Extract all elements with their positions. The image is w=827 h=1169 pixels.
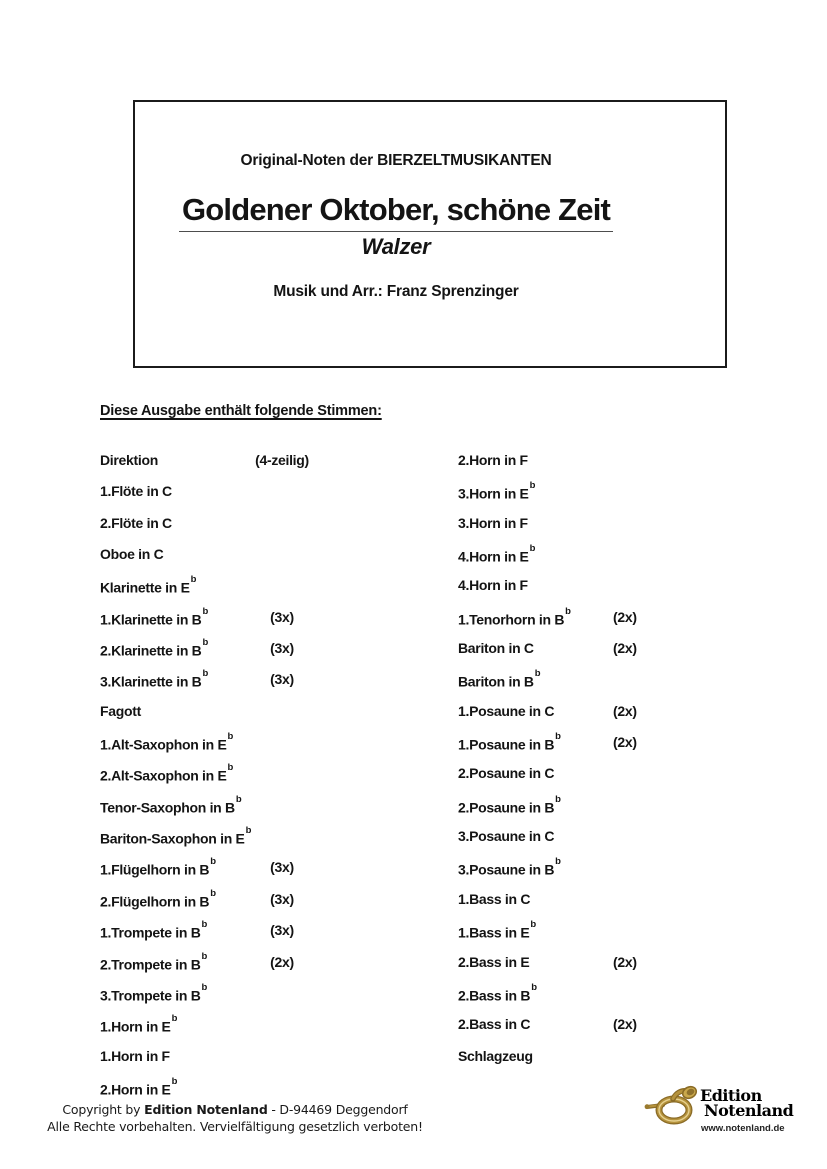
part-copy-count: (3x)	[270, 859, 294, 876]
part-row	[100, 483, 430, 514]
part-row	[100, 856, 430, 890]
publisher-name: Edition Notenland	[144, 1102, 268, 1117]
flat-superscript: b	[227, 762, 234, 774]
part-row	[458, 981, 788, 1016]
part-copy-count: (2x)	[613, 953, 637, 970]
part-name: 3.Posaune in $B^b$	[458, 856, 561, 879]
part-name: 1.Posaune in C	[458, 702, 555, 719]
part-row	[458, 1016, 788, 1047]
part-row	[458, 480, 788, 514]
flat-superscript: b	[529, 480, 536, 492]
part-row	[100, 793, 430, 828]
part-name: 1.Bass in $E^b$	[458, 919, 536, 941]
part-row	[100, 515, 430, 546]
part-copy-count: (2x)	[613, 734, 637, 751]
flat-superscript: b	[235, 793, 242, 805]
copyright-block	[25, 1102, 445, 1135]
part-name: Direktion	[100, 452, 158, 468]
part-name: 2.Flöte in C	[100, 514, 172, 531]
part-name: 1.Klarinette in $B^b$	[100, 605, 208, 628]
flat-superscript: b	[530, 919, 536, 931]
part-row	[100, 950, 430, 985]
part-row	[458, 856, 788, 890]
part-name: Schlagzeug	[458, 1047, 533, 1064]
part-copy-count: (3x)	[270, 671, 294, 688]
composer-credit: Musik und Arr.: Franz Sprenzinger	[273, 283, 519, 300]
part-row	[458, 919, 788, 953]
part-row	[100, 981, 430, 1016]
horn-icon	[643, 1085, 699, 1127]
part-row	[458, 668, 788, 702]
title-box-content	[135, 102, 725, 301]
part-name: 1.Bass in C	[458, 890, 531, 907]
part-name: 3.Horn in F	[458, 514, 528, 531]
flat-superscript: b	[555, 731, 561, 743]
flat-superscript: b	[555, 793, 561, 805]
part-row	[458, 577, 788, 608]
part-row	[100, 452, 430, 483]
part-name: Bariton in $B^b$	[458, 668, 541, 691]
flat-superscript: b	[210, 887, 216, 899]
flat-superscript: b	[201, 950, 208, 962]
part-copy-count: (3x)	[270, 640, 294, 657]
flat-superscript: b	[202, 637, 208, 649]
part-row	[458, 543, 788, 577]
part-row	[458, 891, 788, 922]
part-row	[100, 574, 430, 608]
part-copy-count: (2x)	[270, 953, 294, 970]
flat-superscript: b	[227, 731, 234, 743]
part-row	[458, 1048, 788, 1079]
flat-superscript: b	[171, 1013, 178, 1025]
title-box	[133, 100, 727, 368]
part-row	[100, 605, 430, 640]
part-name: 2.Bass in E	[458, 953, 530, 970]
logo-name-line2: Notenland	[704, 1101, 794, 1120]
flat-superscript: b	[565, 605, 571, 617]
part-name: 2.Horn in F	[458, 452, 528, 468]
part-copy-count: (3x)	[270, 922, 294, 939]
parts-column-right	[458, 452, 788, 1079]
logo-name-line1: Edition	[700, 1086, 762, 1105]
title-wrap	[135, 170, 657, 232]
part-name: 1.Horn in F	[100, 1047, 170, 1064]
part-row	[458, 515, 788, 546]
part-name: 2.Bass in $B^b$	[458, 981, 537, 1004]
part-name: Bariton-Saxophon in $E^b$	[100, 825, 252, 847]
part-row	[100, 1013, 430, 1047]
part-row	[100, 668, 430, 702]
part-name: 1.Trompete in $B^b$	[100, 919, 208, 941]
part-name: 3.Horn in $E^b$	[458, 480, 536, 502]
part-name: 3.Trompete in $B^b$	[100, 981, 208, 1004]
part-name: 1.Posaune in $B^b$	[458, 731, 561, 753]
flat-superscript: b	[529, 543, 536, 555]
part-row	[458, 793, 788, 828]
part-row	[100, 825, 430, 859]
part-name: Tenor-Saxophon in $B^b$	[100, 793, 242, 816]
part-name: 2.Klarinette in $B^b$	[100, 637, 208, 659]
flat-superscript: b	[171, 1075, 178, 1087]
part-row	[100, 887, 430, 922]
series-line: Original-Noten der BIERZELTMUSIKANTEN	[240, 152, 552, 169]
flat-superscript: b	[210, 856, 216, 868]
part-name: 2.Posaune in $B^b$	[458, 793, 561, 816]
copyright-line	[25, 1102, 445, 1119]
part-row	[100, 703, 430, 734]
rights-line: Alle Rechte vorbehalten. Vervielfältigung gesetzlich verboten!	[47, 1118, 423, 1134]
flat-superscript: b	[534, 668, 541, 680]
part-name: 4.Horn in F	[458, 577, 528, 594]
part-name: 1.Flöte in C	[100, 483, 172, 500]
part-row	[100, 637, 430, 671]
logo-website: www.notenland.de	[701, 1123, 785, 1134]
part-name: 1.Tenorhorn in $B^b$	[458, 605, 571, 628]
part-row	[458, 703, 788, 734]
part-name: 2.Horn in $E^b$	[100, 1075, 178, 1098]
part-name: 1.Horn in $E^b$	[100, 1013, 178, 1035]
part-row	[458, 731, 788, 765]
flat-superscript: b	[531, 981, 537, 993]
part-name: Oboe in C	[100, 546, 164, 563]
part-name: 2.Flügelhorn in $B^b$	[100, 887, 216, 910]
part-copy-count: (2x)	[613, 640, 637, 657]
flat-superscript: b	[245, 825, 252, 837]
part-row	[458, 954, 788, 985]
part-name: 3.Posaune in C	[458, 828, 555, 845]
flat-superscript: b	[202, 668, 208, 680]
part-row	[100, 731, 430, 765]
parts-column-left	[100, 452, 430, 1110]
part-name: Bariton in C	[458, 640, 534, 657]
copyright-suffix: - D-94469 Deggendorf	[267, 1102, 408, 1117]
part-row	[458, 828, 788, 859]
part-copy-count: (4-zeilig)	[255, 452, 309, 468]
page-title: Goldener Oktober, schöne Zeit	[179, 192, 613, 232]
publisher-logo	[643, 1082, 823, 1142]
logo-name	[700, 1088, 793, 1118]
flat-superscript: b	[190, 574, 197, 586]
part-name: 1.Alt-Saxophon in $E^b$	[100, 731, 234, 753]
part-name: 2.Trompete in $B^b$	[100, 950, 208, 973]
part-name: 3.Klarinette in $B^b$	[100, 668, 208, 691]
part-row	[100, 1048, 430, 1079]
part-name: 4.Horn in $E^b$	[458, 543, 536, 565]
part-name: Fagott	[100, 702, 141, 719]
part-row	[458, 640, 788, 671]
flat-superscript: b	[201, 981, 208, 993]
genre-subtitle: Walzer	[361, 234, 431, 259]
part-row	[458, 605, 788, 640]
part-name: 2.Posaune in C	[458, 765, 555, 782]
part-row	[458, 765, 788, 796]
flat-superscript: b	[202, 605, 208, 617]
part-name: 2.Alt-Saxophon in $E^b$	[100, 762, 234, 785]
copyright-prefix: Copyright by	[62, 1102, 145, 1117]
part-copy-count: (3x)	[270, 608, 294, 625]
part-copy-count: (2x)	[613, 1016, 637, 1033]
part-row	[100, 919, 430, 953]
part-copy-count: (2x)	[613, 702, 637, 719]
flat-superscript: b	[555, 856, 561, 868]
part-copy-count: (2x)	[613, 608, 637, 625]
flat-superscript: b	[201, 919, 208, 931]
part-name: Klarinette in $E^b$	[100, 574, 197, 597]
part-name: 2.Bass in C	[458, 1016, 531, 1033]
part-name: 1.Flügelhorn in $B^b$	[100, 856, 216, 879]
part-row	[100, 546, 430, 577]
part-row	[458, 452, 788, 483]
part-copy-count: (3x)	[270, 890, 294, 907]
part-row	[100, 762, 430, 796]
parts-list-heading: Diese Ausgabe enthält folgende Stimmen:	[100, 403, 382, 419]
